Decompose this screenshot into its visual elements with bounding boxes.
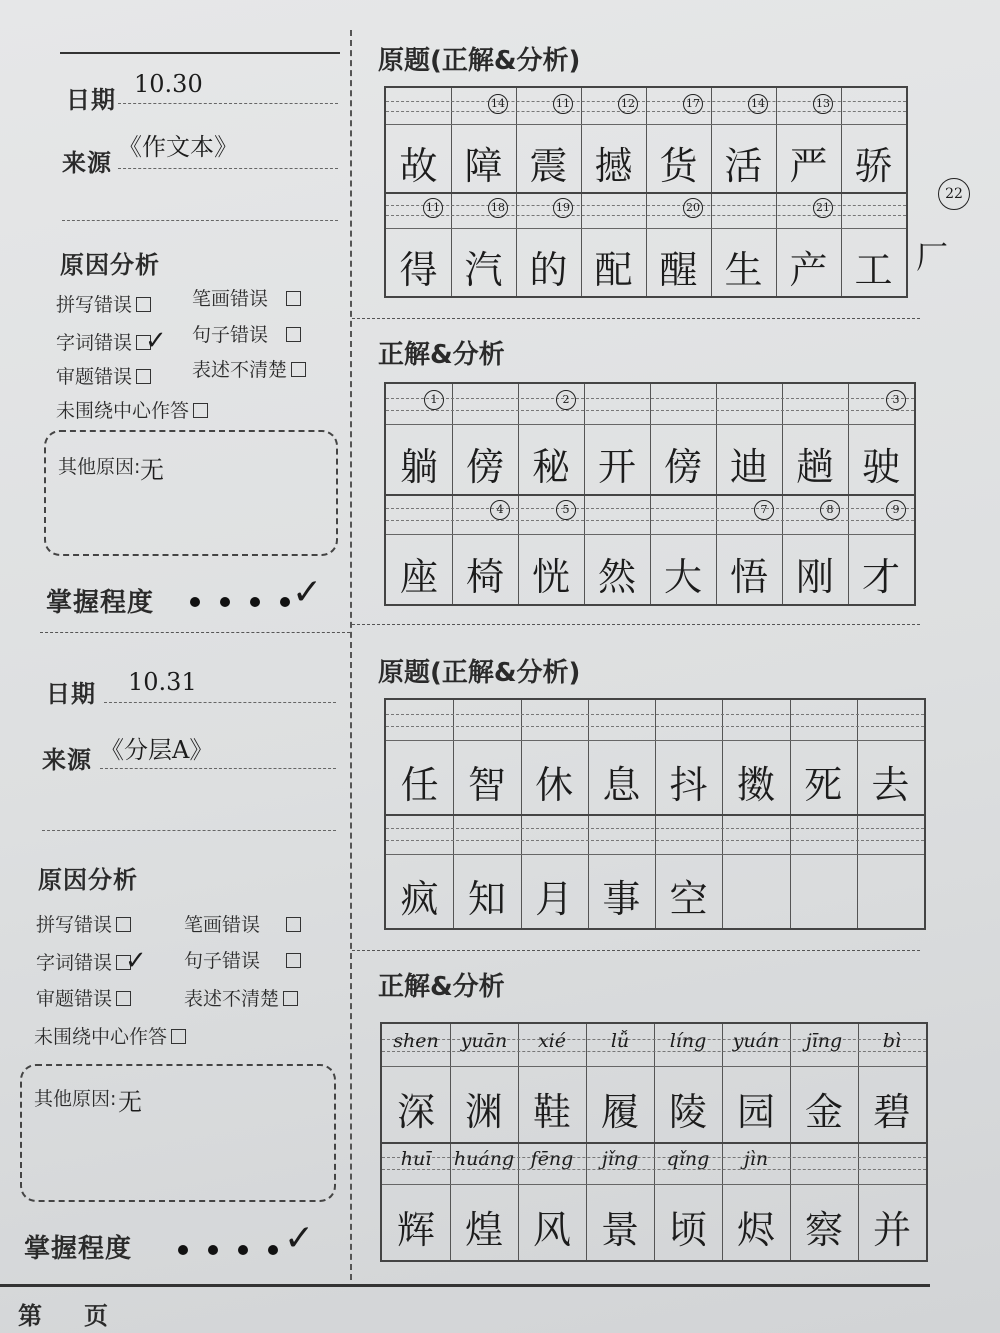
entry1-reason-question[interactable]: 审题错误	[56, 362, 151, 389]
grid-band-line	[386, 534, 914, 535]
section1-title: 原题(正解&分析)	[378, 46, 581, 76]
grid-band-line	[386, 424, 914, 425]
grid-pinyin: fēng	[530, 1148, 574, 1170]
grid-char: 金	[804, 1090, 843, 1134]
entry1-other-label: 其他原因:	[58, 456, 141, 478]
grid-char: 障	[464, 144, 503, 188]
entry1-mastery-label: 掌握程度	[46, 588, 155, 618]
grid-pinyin: yuān	[460, 1030, 508, 1052]
top-rule	[60, 52, 340, 54]
grid-original-2	[384, 698, 926, 930]
grid-char: 驶	[861, 445, 900, 489]
entry1-mastery-dots	[170, 592, 290, 611]
grid-char: 知	[467, 877, 506, 921]
grid-guide-line	[386, 398, 914, 399]
grid-char: 休	[535, 763, 574, 807]
grid-number-badge: 11	[423, 198, 443, 218]
entry2-rule	[42, 830, 336, 831]
entry1-source-line	[118, 168, 338, 169]
checkbox[interactable]	[193, 403, 208, 418]
grid-char: 悟	[729, 555, 768, 599]
section3-title: 原题(正解&分析)	[378, 658, 581, 688]
checkbox[interactable]	[286, 953, 301, 968]
grid-band-line	[386, 740, 924, 741]
grid-char: 恍	[531, 555, 570, 599]
entry1-other-box	[44, 430, 338, 556]
grid-char: 然	[597, 555, 636, 599]
grid-char: 任	[400, 763, 439, 807]
grid-number-badge: 14	[748, 94, 768, 114]
grid-pinyin: bì	[882, 1030, 902, 1052]
entry2-reason-title: 原因分析	[38, 866, 138, 894]
grid-pinyin: lǚ	[610, 1030, 630, 1052]
grid-char: 活	[724, 144, 763, 188]
entry2-other-value: 无	[118, 1088, 142, 1116]
checkbox[interactable]	[286, 917, 301, 932]
grid-char: 察	[804, 1208, 843, 1252]
page-suffix: 页	[84, 1302, 109, 1330]
grid-char: 渊	[464, 1090, 503, 1134]
grid-char: 陵	[668, 1090, 707, 1134]
entry1-reason-unclear[interactable]: 表述不清楚	[192, 355, 306, 382]
grid-char: 空	[669, 877, 708, 921]
grid-char: 傍	[465, 445, 504, 489]
grid-number-badge: 21	[813, 198, 833, 218]
mastery-dot	[280, 597, 290, 607]
entry2-reason-sentence[interactable]: 句子错误	[184, 946, 301, 973]
grid-number-badge: 8	[820, 500, 840, 520]
mastery-dot	[220, 597, 230, 607]
grid-char: 烬	[736, 1208, 775, 1252]
section2-title: 正解&分析	[378, 340, 505, 370]
grid-char: 履	[600, 1090, 639, 1134]
grid-char: 撼	[594, 144, 633, 188]
grid-char: 醒	[659, 248, 698, 292]
grid-band-line	[386, 124, 906, 125]
side-number: 22	[938, 178, 970, 210]
checkbox[interactable]	[136, 297, 151, 312]
grid-number-badge: 17	[683, 94, 703, 114]
grid-number-badge: 14	[488, 94, 508, 114]
grid-band-line	[382, 1184, 926, 1185]
grid-char: 深	[396, 1090, 435, 1134]
grid-char: 的	[529, 248, 568, 292]
footer-rule	[0, 1284, 930, 1287]
grid-number-badge: 18	[488, 198, 508, 218]
entry1-date-line	[118, 103, 338, 104]
grid-original-1	[384, 86, 908, 298]
entry-separator	[40, 632, 350, 633]
mastery-check-icon: ✓	[284, 1218, 315, 1259]
entry1-reason-word[interactable]: 字词错误 ✓	[56, 326, 167, 356]
grid-correction-1	[384, 382, 916, 606]
grid-pinyin: huáng	[453, 1148, 515, 1170]
mastery-dot	[268, 1245, 278, 1255]
mastery-dot	[178, 1245, 188, 1255]
side-char: 厂	[916, 238, 949, 276]
grid-char: 辉	[396, 1208, 435, 1252]
entry2-mastery-dots	[158, 1240, 278, 1259]
grid-char: 震	[529, 144, 568, 188]
checkbox[interactable]	[171, 1029, 186, 1044]
entry2-source-line	[100, 768, 336, 769]
grid-char: 严	[789, 144, 828, 188]
grid-char: 得	[399, 248, 438, 292]
grid-char: 汽	[464, 248, 503, 292]
checkbox[interactable]	[283, 991, 298, 1006]
grid-pinyin: shen	[393, 1030, 439, 1052]
check-mark-icon: ✓	[125, 946, 147, 976]
grid-char: 并	[872, 1208, 911, 1252]
checkbox[interactable]	[116, 917, 131, 932]
grid-pinyin: yuán	[732, 1030, 780, 1052]
entry1-reason-title: 原因分析	[60, 251, 160, 279]
grid-char: 去	[871, 763, 910, 807]
entry2-date-value: 10.31	[128, 668, 197, 696]
entry2-source-label: 来源	[42, 746, 92, 774]
grid-row-line	[386, 814, 924, 816]
grid-guide-line	[386, 840, 924, 841]
grid-number-badge: 11	[553, 94, 573, 114]
section-separator	[352, 950, 920, 951]
grid-char: 擞	[736, 763, 775, 807]
grid-char: 鞋	[532, 1090, 571, 1134]
grid-char: 大	[663, 555, 702, 599]
grid-band-line	[386, 854, 924, 855]
entry2-reason-unclear[interactable]: 表述不清楚	[184, 984, 298, 1011]
checkbox[interactable]	[116, 991, 131, 1006]
grid-guide-line	[386, 520, 914, 521]
grid-char: 座	[399, 555, 438, 599]
entry1-reason-stroke[interactable]: 笔画错误	[192, 284, 301, 311]
entry1-source-value: 《作文本》	[118, 133, 238, 161]
grid-pinyin: jīng	[805, 1030, 843, 1052]
grid-number-badge: 9	[886, 500, 906, 520]
grid-char: 风	[532, 1208, 571, 1252]
grid-char: 疯	[400, 877, 439, 921]
section-separator	[352, 318, 920, 319]
entry2-reason-spelling[interactable]: 拼写错误	[36, 910, 131, 937]
grid-pinyin: qǐng	[666, 1148, 710, 1170]
grid-number-badge: 13	[813, 94, 833, 114]
grid-char: 故	[399, 144, 438, 188]
grid-band-line	[386, 228, 906, 229]
grid-char: 骄	[854, 144, 893, 188]
grid-char: 躺	[399, 445, 438, 489]
grid-number-badge: 7	[754, 500, 774, 520]
grid-char: 椅	[465, 555, 504, 599]
grid-guide-line	[386, 828, 924, 829]
entry1-rule	[62, 220, 338, 221]
grid-char: 月	[535, 877, 574, 921]
grid-char: 刚	[795, 555, 834, 599]
mastery-check-icon: ✓	[292, 572, 323, 613]
entry1-reason-center[interactable]: 未围绕中心作答	[56, 396, 208, 423]
grid-char: 秘	[531, 445, 570, 489]
checkbox[interactable]	[286, 327, 301, 342]
entry2-reason-question[interactable]: 审题错误	[36, 984, 131, 1011]
entry2-date-line	[104, 702, 336, 703]
entry1-date-label: 日期	[66, 86, 116, 114]
entry1-reason-spelling[interactable]: 拼写错误	[56, 290, 151, 317]
grid-char: 抖	[669, 763, 708, 807]
mastery-dot	[208, 1245, 218, 1255]
grid-char: 景	[600, 1208, 639, 1252]
entry2-reason-center[interactable]: 未围绕中心作答	[34, 1022, 186, 1049]
entry2-other-label: 其他原因:	[34, 1088, 117, 1110]
grid-number-badge: 4	[490, 500, 510, 520]
grid-pinyin: líng	[669, 1030, 707, 1052]
grid-guide-line	[386, 714, 924, 715]
grid-char: 傍	[663, 445, 702, 489]
grid-pinyin: jǐng	[601, 1148, 639, 1170]
checkbox[interactable]	[291, 362, 306, 377]
entry1-reason-sentence[interactable]: 句子错误	[192, 320, 301, 347]
grid-char: 工	[854, 248, 893, 292]
page-label: 第	[18, 1302, 43, 1330]
grid-char: 产	[789, 248, 828, 292]
grid-char: 生	[724, 248, 763, 292]
grid-number-badge: 20	[683, 198, 703, 218]
check-mark-icon: ✓	[145, 326, 167, 356]
entry1-source-label: 来源	[62, 149, 112, 177]
grid-row-line	[386, 192, 906, 194]
entry1-other-value: 无	[140, 456, 164, 484]
grid-char: 趟	[795, 445, 834, 489]
grid-char: 智	[467, 763, 506, 807]
grid-char: 园	[736, 1090, 775, 1134]
grid-row-line	[386, 494, 914, 496]
section4-title: 正解&分析	[378, 972, 505, 1002]
checkbox[interactable]	[286, 291, 301, 306]
grid-char: 迪	[729, 445, 768, 489]
grid-char: 货	[659, 144, 698, 188]
section-separator	[352, 624, 920, 625]
grid-pinyin: huī	[400, 1148, 432, 1170]
entry2-mastery-label: 掌握程度	[24, 1234, 133, 1264]
grid-char: 死	[804, 763, 843, 807]
grid-char: 事	[602, 877, 641, 921]
grid-pinyin: jìn	[743, 1148, 769, 1170]
entry2-reason-stroke[interactable]: 笔画错误	[184, 910, 301, 937]
grid-pinyin: xié	[537, 1030, 567, 1052]
entry2-reason-word[interactable]: 字词错误 ✓	[36, 946, 147, 976]
mastery-dot	[190, 597, 200, 607]
grid-number-badge: 1	[424, 390, 444, 410]
grid-number-badge: 5	[556, 500, 576, 520]
grid-number-badge: 2	[556, 390, 576, 410]
grid-char: 煌	[464, 1208, 503, 1252]
grid-char: 开	[597, 445, 636, 489]
grid-guide-line	[386, 726, 924, 727]
mastery-dot	[250, 597, 260, 607]
grid-row-line	[382, 1142, 926, 1144]
grid-number-badge: 12	[618, 94, 638, 114]
grid-char: 配	[594, 248, 633, 292]
grid-guide-line	[386, 410, 914, 411]
column-divider	[350, 30, 352, 1280]
grid-correction-2	[380, 1022, 928, 1262]
entry1-date-value: 10.30	[134, 70, 203, 98]
entry2-date-label: 日期	[46, 680, 96, 708]
grid-number-badge: 3	[886, 390, 906, 410]
grid-band-line	[382, 1066, 926, 1067]
entry2-source-value: 《分层A》	[100, 736, 214, 764]
grid-char: 顷	[668, 1208, 707, 1252]
grid-char: 息	[602, 763, 641, 807]
grid-char: 碧	[872, 1090, 911, 1134]
mastery-dot	[238, 1245, 248, 1255]
grid-char: 才	[861, 555, 900, 599]
checkbox[interactable]	[136, 369, 151, 384]
grid-number-badge: 19	[553, 198, 573, 218]
